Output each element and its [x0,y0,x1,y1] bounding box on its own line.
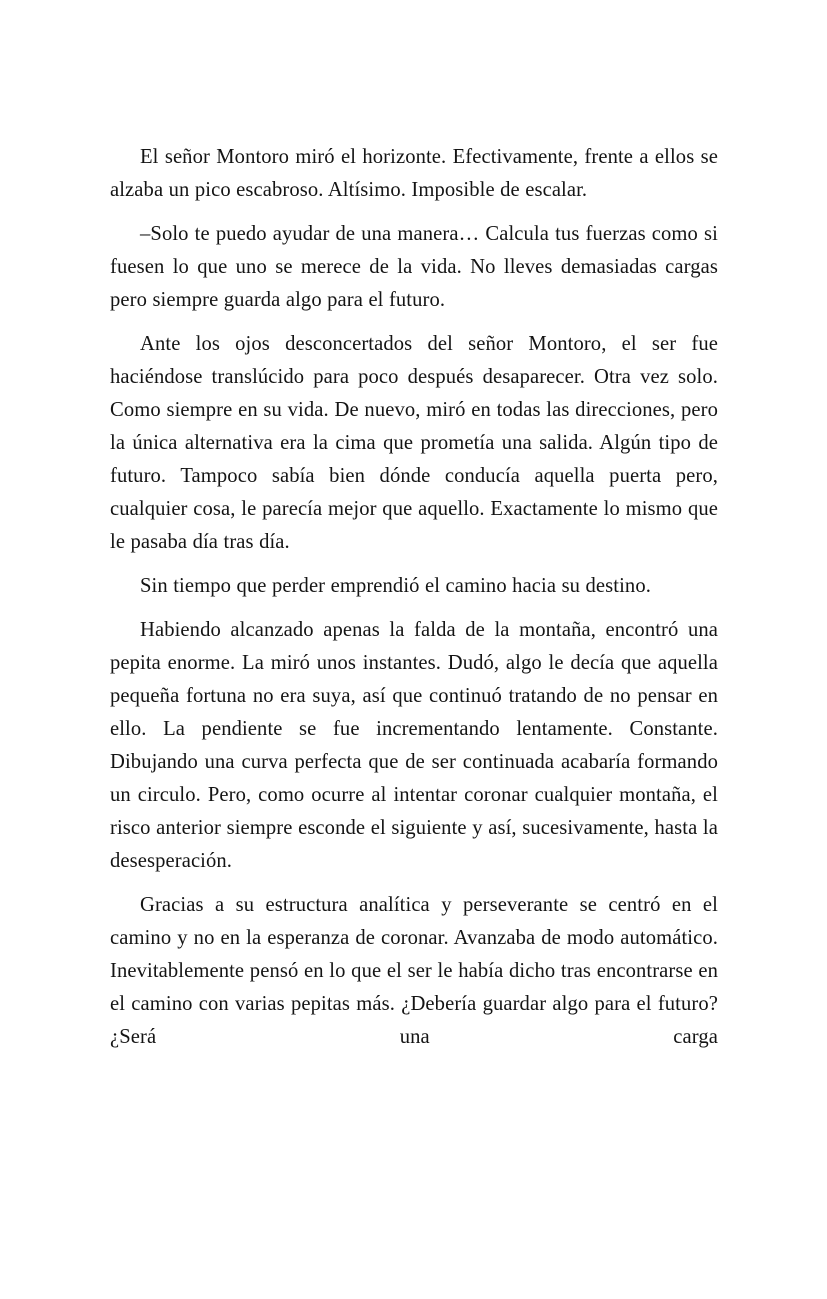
paragraph-6: Gracias a su estructura analítica y perseverante se centró en el camino y no en la esperanza de coronar. Avanzaba de modo automático. Inevitablemente pensó en lo que el ser le había dicho tras encontrarse en el camino con varias pepitas más. ¿Debería guardar algo para el futuro? ¿Será una carga [110,894,718,1048]
paragraph-5: Habiendo alcanzado apenas la falda de la montaña, encontró una pepita enorme. La miró unos instantes. Dudó, algo le decía que aquella pequeña fortuna no era suya, así que continuó tratando de no pensar en ello. La pendiente se fue incrementando lentamente. Constante. Dibujando una curva perfecta que de ser continuada acabaría formando un circulo. Pero, como ocurre al intentar coronar cualquier montaña, el risco anterior siempre esconde el siguiente y así, sucesivamente, hasta la desesperación. [110,619,718,872]
paragraph-3: Ante los ojos desconcertados del señor Montoro, el ser fue haciéndose translúcido para poco después desaparecer. Otra vez solo. Como siempre en su vida. De nuevo, miró en todas las direcciones, pero la única alternativa era la cima que prometía una salida. Algún tipo de futuro. Tampoco sabía bien dónde conducía aquella puerta pero, cualquier cosa, le parecía mejor que aquello. Exactamente lo mismo que le pasaba día tras día. [110,333,718,553]
paragraph-4: Sin tiempo que perder emprendió el camino hacia su destino. [140,575,651,597]
paragraph-2-dialogue: –Solo te puedo ayudar de una manera… Calcula tus fuerzas como si fuesen lo que uno se merece de la vida. No lleves demasiadas cargas pero siempre guarda algo para el futuro. [110,223,718,311]
page-text-block [110,141,718,1054]
paragraph-1: El señor Montoro miró el horizonte. Efectivamente, frente a ellos se alzaba un pico escabroso. Altísimo. Imposible de escalar. [110,146,718,201]
